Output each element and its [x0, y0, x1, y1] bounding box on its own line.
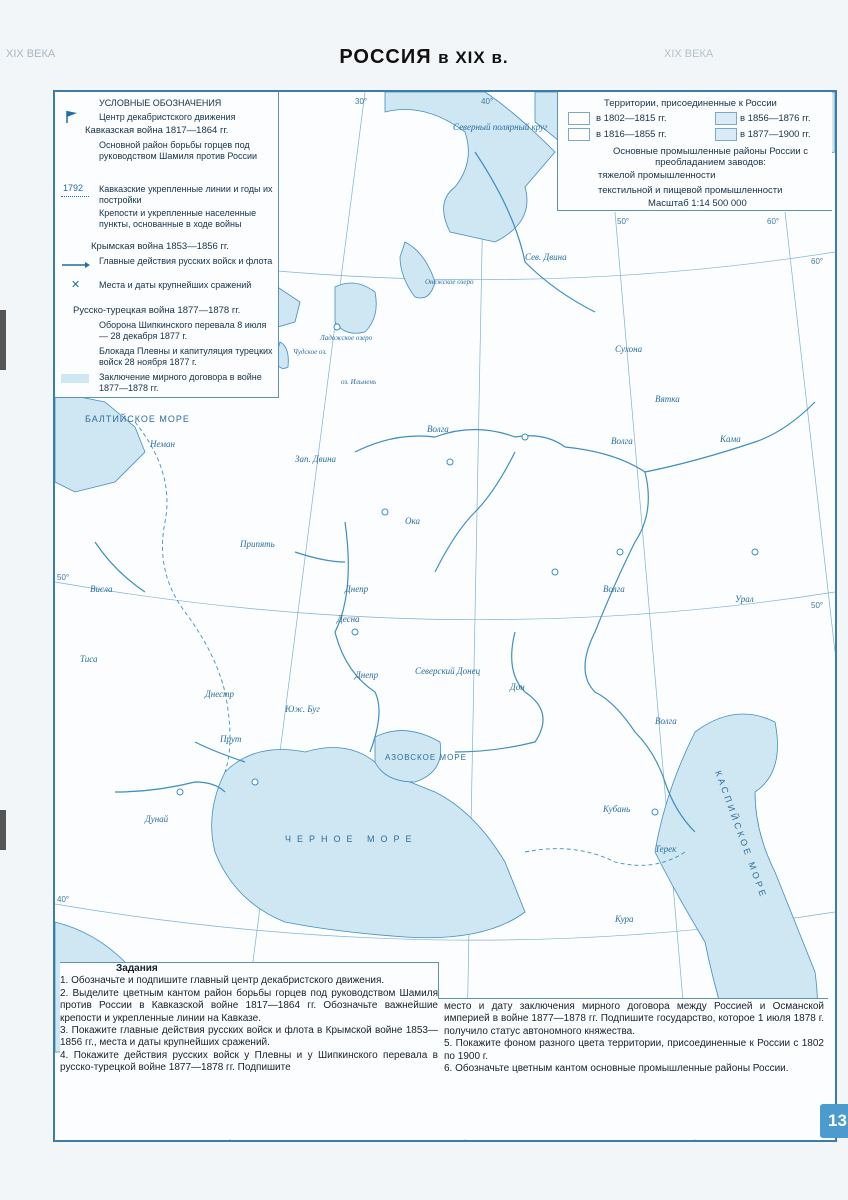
label-ilmen: оз. Ильмень	[341, 378, 377, 386]
label-dnieper-2: Днепр	[355, 670, 379, 680]
page-number: 13	[820, 1104, 848, 1138]
legend-year-sample: 1792	[63, 183, 84, 193]
dniester-river	[195, 742, 245, 762]
legend-main-actions: Главные действия русских войск и флота	[99, 256, 273, 266]
label-sukhona: Сухона	[615, 344, 643, 354]
label-oka: Ока	[405, 516, 420, 526]
danube-river	[115, 782, 225, 792]
territories-header: Территории, присоединенные к России	[604, 98, 777, 109]
legend-fortified-lines: Кавказские укрепленные линии и годы их постройки	[99, 184, 273, 205]
label-lon-30: 30°	[355, 97, 368, 106]
ladoga-lake	[335, 283, 376, 333]
legend-plevna: Блокада Плевны и капитуляция турецких войск 28 ноября 1877 г.	[99, 346, 273, 367]
label-lat-50: 50°	[811, 601, 824, 610]
territories-panel	[557, 92, 832, 211]
label-kama: Кама	[720, 434, 741, 444]
label-pripyat: Припять	[240, 539, 275, 549]
ghost-header-left: ХIХ ВЕКА	[6, 48, 56, 60]
pripyat-river	[295, 552, 345, 562]
map-scale: Масштаб 1:14 500 000	[648, 198, 747, 209]
label-volga-2: Волга	[611, 436, 633, 446]
label-ladoga: Ладожское озеро	[320, 334, 373, 342]
label-vyatka: Вятка	[655, 394, 680, 404]
tasks-header: Задания	[116, 963, 158, 974]
label-lat-60: 60°	[811, 257, 824, 266]
swatch-1802	[568, 112, 590, 125]
legend-panel	[55, 92, 279, 398]
territory-1802: в 1802—1815 гг.	[596, 113, 667, 124]
tasks-panel-right	[438, 998, 828, 1139]
battle-cross-icon: ✕	[71, 279, 81, 291]
tasks-panel-left	[60, 962, 439, 1139]
label-lon-40: 40°	[481, 97, 494, 106]
legend-shamil-area: Основной район борьбы горцев под руководством Шамиля против России	[99, 140, 258, 161]
task-4: 4. Покажите действия русских войск у Плевны и у Шипкинского перевала в русско-турецкой войне 1877—1878 гг. Подпишите	[60, 1049, 438, 1074]
title-main: РОССИЯ	[339, 46, 432, 68]
task-3: 3. Покажите главные действия русских войск и флота в Крымской войне 1853—1856 гг., места и даты крупнейших сражений.	[60, 1025, 438, 1049]
label-neman: Неман	[150, 439, 175, 449]
label-azov: АЗОВСКОЕ МОРЕ	[385, 753, 467, 762]
label-yuzh-bug: Юж. Буг	[285, 704, 320, 714]
label-lat-40: 40°	[57, 895, 70, 904]
label-tisza: Тиса	[80, 654, 98, 664]
label-seversky-donets: Северский Донец	[415, 666, 481, 676]
territory-1856: в 1856—1876 гг.	[740, 113, 811, 124]
legend-header: УСЛОВНЫЕ ОБОЗНАЧЕНИЯ	[99, 98, 222, 108]
task-6: 6. Обозначьте цветным кантом основные промышленные районы России.	[444, 1063, 789, 1075]
label-dniester: Днестр	[205, 689, 235, 699]
industrial-textile: текстильной и пищевой промышленности	[598, 185, 783, 196]
binding-edge-mark	[0, 810, 6, 850]
town[interactable]	[752, 549, 758, 555]
binding-edge-mark	[0, 310, 6, 370]
town-moscow[interactable]	[447, 459, 453, 465]
town-odessa[interactable]	[252, 779, 258, 785]
town[interactable]	[522, 434, 528, 440]
label-caspian: КАСПИЙСКОЕ МОРЕ	[713, 769, 769, 901]
label-prut: Прут	[220, 734, 242, 744]
white-sea	[385, 92, 555, 242]
legend-battles: Места и даты крупнейших сражений	[99, 280, 252, 290]
town[interactable]	[652, 809, 658, 815]
label-volga-3: Волга	[603, 584, 625, 594]
industrial-header: Основные промышленные районы России с преобладанием заводов:	[612, 146, 809, 168]
label-baltic: БАЛТИЙСКОЕ МОРЕ	[85, 414, 190, 424]
task-2: 2. Выделите цветным кантом район борьбы горцев под руководством Шамиля против России в Кавказской войне 1817—1864 гг. Обозначьте важнейшие крепости и укрепленные линии на Кавказе.	[60, 987, 438, 1024]
territory-1877: в 1877—1900 гг.	[740, 129, 811, 140]
swatch-1856	[715, 112, 737, 125]
don-river	[455, 632, 543, 752]
label-dnieper: Днепр	[345, 584, 369, 594]
label-lat-50b: 50°	[57, 573, 70, 582]
task-1: 1. Обозначьте и подпишите главный центр декабристского движения.	[60, 975, 385, 987]
label-vistula: Висла	[90, 584, 113, 594]
legend-peace: Заключение мирного договора в войне 1877—1878 гг.	[99, 372, 262, 393]
label-black-sea: ЧЕРНОЕ МОРЕ	[285, 834, 418, 844]
label-terek: Терек	[655, 844, 677, 854]
task-5: 5. Покажите фоном разного цвета территории, присоединенные к России с 1802 по 1900 г.	[444, 1038, 824, 1062]
peace-swatch-icon	[61, 374, 89, 383]
label-don: Дон	[510, 682, 525, 692]
legend-decembrist: Центр декабристского движения	[99, 112, 236, 122]
title-suffix: в XIX в.	[438, 48, 509, 67]
label-volga-4: Волга	[655, 716, 677, 726]
town[interactable]	[552, 569, 558, 575]
town-kiev[interactable]	[352, 629, 358, 635]
label-peipus: Чудское оз.	[293, 348, 327, 356]
industrial-heavy: тяжелой промышленности	[598, 170, 716, 181]
label-volga-1: Волга	[427, 424, 449, 434]
baltic-gulf	[55, 392, 145, 492]
ghost-header-right: ХIХ ВЕКА	[664, 48, 714, 60]
arrow-icon	[61, 261, 91, 269]
label-danube: Дунай	[145, 814, 169, 824]
swatch-1877	[715, 128, 737, 141]
label-onega: Онежское озеро	[425, 278, 474, 286]
town-spb[interactable]	[334, 324, 340, 330]
town[interactable]	[177, 789, 183, 795]
task-4-continued: место и дату заключения мирного договора между Россией и Османской империей в войне 1877—1878 гг. Подпишите государство, которое 1 июля 1878 г. получило статус автономного княжества.	[444, 1001, 824, 1037]
town[interactable]	[382, 509, 388, 515]
label-desna: Десна	[337, 614, 360, 624]
label-lon-60: 60°	[767, 217, 780, 226]
territory-1816: в 1816—1855 гг.	[596, 129, 667, 140]
fortified-line-icon	[61, 196, 89, 197]
legend-caucasus-war: Кавказская война 1817—1864 гг.	[85, 125, 229, 136]
dnieper-river	[335, 522, 379, 752]
label-kura: Кура	[615, 914, 634, 924]
swatch-1816	[568, 128, 590, 141]
label-arctic-circle: Северный полярный круг	[453, 122, 548, 132]
town[interactable]	[617, 549, 623, 555]
label-kuban: Кубань	[603, 804, 631, 814]
page-title	[0, 46, 848, 69]
oka-river	[435, 452, 515, 572]
legend-russo-turkish: Русско-турецкая война 1877—1878 гг.	[73, 305, 241, 316]
onega-lake	[400, 242, 435, 298]
legend-fortresses: Крепости и укрепленные населенные пункты, основанные в ходе войны	[99, 208, 257, 229]
legend-shipka: Оборона Шипкинского перевала 8 июля — 28 декабря 1877 г.	[99, 320, 267, 341]
label-s-dvina: Сев. Двина	[525, 252, 567, 262]
label-ural: Урал	[735, 594, 754, 604]
flag-icon	[65, 110, 79, 124]
label-z-dvina: Зап. Двина	[295, 454, 337, 464]
legend-crimean-war: Крымская война 1853—1856 гг.	[91, 241, 229, 252]
label-lon-50: 50°	[617, 217, 630, 226]
